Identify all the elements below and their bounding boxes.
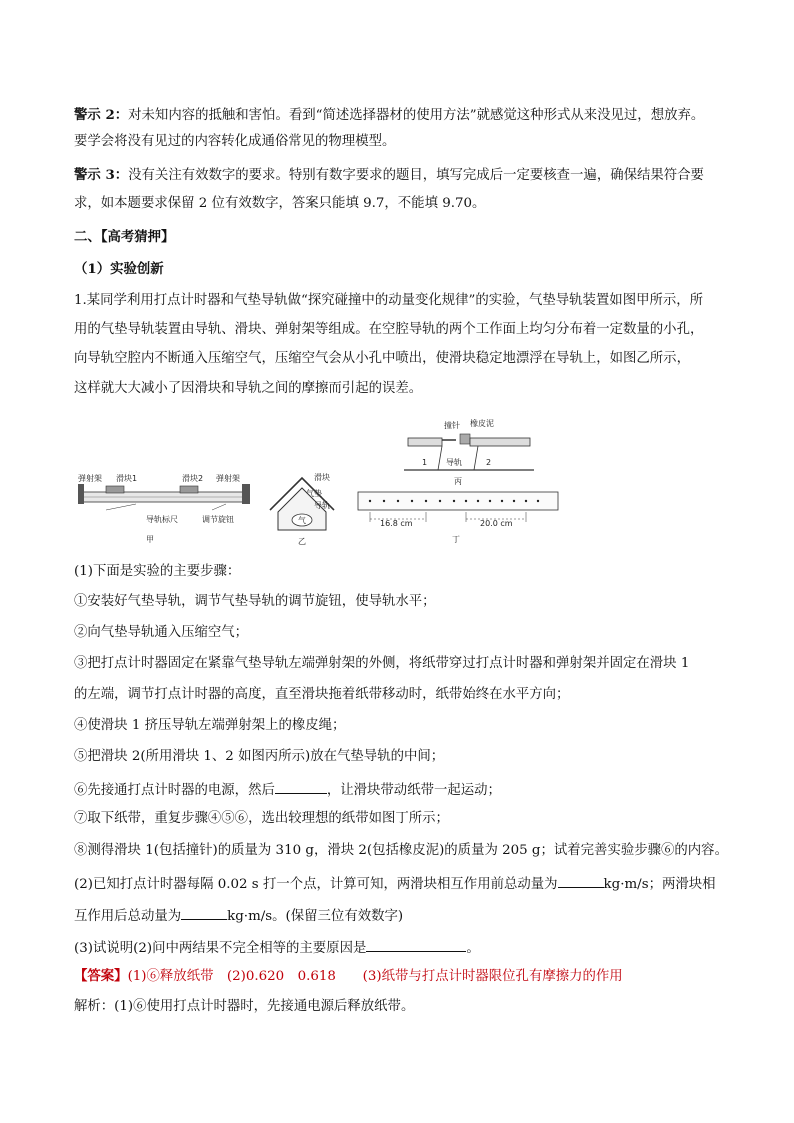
figure-jia xyxy=(76,470,254,550)
problem-line-2: 用的气垫导轨装置由导轨、滑块、弹射架等组成。在空腔导轨的两个工作面上均匀分布着一定数量的小孔， xyxy=(74,322,704,337)
warning-3-label: 警示 3： xyxy=(74,167,129,183)
problem-line-1: 1.某同学利用打点计时器和气垫导轨做“探究碰撞中的动量变化规律”的实验，气垫导轨装置如图甲所示，所 xyxy=(74,293,704,308)
label-launcher-left: 弹射架 xyxy=(78,474,102,483)
step-6-blank[interactable] xyxy=(275,779,327,794)
slider1-bing-shape xyxy=(408,438,442,446)
label-distance-1: 16.8 cm xyxy=(380,519,413,528)
q2-blank-after[interactable] xyxy=(181,905,227,920)
warning-2-line2: 要学会将没有见过的内容转化成通俗常见的物理模型。 xyxy=(74,134,396,149)
step-4: ④使滑块 1 挤压导轨左端弹射架上的橡皮绳； xyxy=(74,718,346,733)
label-putty: 橡皮泥 xyxy=(470,419,494,428)
paper-tape xyxy=(358,492,558,510)
label-slider-number-2: 2 xyxy=(486,458,492,467)
problem-line-3: 向导轨空腔内不断通入压缩空气，压缩空气会从小孔中喷出，使滑块稳定地漂浮在导轨上，如图乙所示， xyxy=(74,351,690,366)
q2-blank-before[interactable] xyxy=(558,873,604,888)
step-1: ①安装好气垫导轨，调节气垫导轨的调节旋钮，使导轨水平； xyxy=(74,594,436,609)
label-slider2: 滑块2 xyxy=(182,474,204,483)
slider2-bing-shape xyxy=(470,438,530,446)
figure-yi xyxy=(262,470,342,550)
analysis-line: 解析：(1)⑥使用打点计时器时，先接通电源后释放纸带。 xyxy=(74,999,415,1014)
putty-shape xyxy=(460,434,470,444)
label-knob: 调节旋钮 xyxy=(202,515,234,524)
label-yi-rail: 导轨 xyxy=(314,501,330,510)
step-3-line1: ③把打点计时器固定在紧靠气垫导轨左端弹射架的外侧，将纸带穿过打点计时器和弹射架并固定在滑块 1 xyxy=(74,656,690,671)
slider1-shape xyxy=(106,486,124,493)
step-6-text-b: ，让滑块带动纸带一起运动； xyxy=(326,783,501,798)
label-yi-gas: 气 xyxy=(298,516,306,525)
step-7: ⑦取下纸带，重复步骤④⑤⑥，选出较理想的纸带如图丁所示； xyxy=(74,811,449,826)
figure-ding xyxy=(356,486,562,548)
q2-text-d: kg·m/s。(保留三位有效数字) xyxy=(227,909,404,924)
step-8: ⑧测得滑块 1(包括撞针)的质量为 310 g，滑块 2(包括橡皮泥)的质量为 205 g；试着完善实验步骤⑥的内容。 xyxy=(74,843,728,858)
step-5: ⑤把滑块 2(所用滑块 1、2 如图丙所示)放在气垫导轨的中间； xyxy=(74,749,445,764)
step-6-text-a: ⑥先接通打点计时器的电源，然后 xyxy=(74,783,275,798)
warning-3-line2: 求，如本题要求保留 2 位有效数字，答案只能填 9.7，不能填 9.70。 xyxy=(74,196,486,211)
q3-blank[interactable] xyxy=(366,937,466,952)
step-3-line2: 的左端，调节打点计时器的高度，直至滑块拖着纸带移动时，纸带始终在水平方向； xyxy=(74,687,570,702)
warning-2-text: 对未知内容的抵触和害怕。看到“简述选择器材的使用方法”就感觉这种形式从来没见过，想放弃。 xyxy=(128,108,705,123)
caption-yi: 乙 xyxy=(298,537,306,546)
label-needle: 撞针 xyxy=(444,421,460,430)
step-6 xyxy=(74,779,734,800)
warning-2-label: 警示 2： xyxy=(74,107,129,123)
answer-text: (1)⑥释放纸带 (2)0.620 0.618 (3)纸带与打点计时器限位孔有摩擦力的作用 xyxy=(127,969,623,984)
slider2-shape xyxy=(180,486,198,493)
caption-bing: 丙 xyxy=(454,477,462,486)
label-distance-2: 20.0 cm xyxy=(480,519,513,528)
steps-intro: (1)下面是实验的主要步骤： xyxy=(74,564,241,579)
warning-3-line1 xyxy=(74,166,734,185)
step-2: ②向气垫导轨通入压缩空气； xyxy=(74,625,249,640)
question-2-line2 xyxy=(74,905,734,926)
figure-bing xyxy=(398,410,538,490)
q2-text-a: (2)已知打点计时器每隔 0.02 s 打一个点，计算可知，两滑块相互作用前总动量为 xyxy=(74,877,558,892)
q2-text-c: 互作用后总动量为 xyxy=(74,909,182,924)
right-launcher-shape xyxy=(242,484,250,504)
label-slider-number-1: 1 xyxy=(422,458,428,467)
q3-text-b: 。 xyxy=(466,941,480,956)
label-slider1: 滑块1 xyxy=(116,474,138,483)
caption-jia: 甲 xyxy=(146,535,154,544)
q2-text-b: kg·m/s；两滑块相 xyxy=(603,877,716,892)
question-3 xyxy=(74,937,734,958)
warning-3-text: 没有关注有效数字的要求。特别有数字要求的题目，填写完成后一定要核查一遍，确保结果符合要 xyxy=(128,168,704,183)
label-yi-air: 气垫 xyxy=(306,489,322,498)
section-subtitle: （1）实验创新 xyxy=(74,261,164,277)
problem-line-4: 这样就大大减小了因滑块和导轨之间的摩擦而引起的误差。 xyxy=(74,381,423,396)
label-bing-rail: 导轨 xyxy=(446,458,462,467)
label-rail-scale: 导轨标尺 xyxy=(146,515,178,524)
answer-label: 【答案】 xyxy=(74,968,128,984)
question-2-line1 xyxy=(74,873,734,894)
section-title: 二、【高考猜押】 xyxy=(74,229,175,245)
answer-line xyxy=(74,967,734,986)
caption-ding: 丁 xyxy=(452,535,460,544)
q3-text-a: (3)试说明(2)问中两结果不完全相等的主要原因是 xyxy=(74,941,367,956)
left-launcher-shape xyxy=(78,484,84,504)
label-launcher-right: 弹射架 xyxy=(216,474,240,483)
label-yi-slider: 滑块 xyxy=(314,473,330,482)
warning-2-line1 xyxy=(74,106,734,125)
